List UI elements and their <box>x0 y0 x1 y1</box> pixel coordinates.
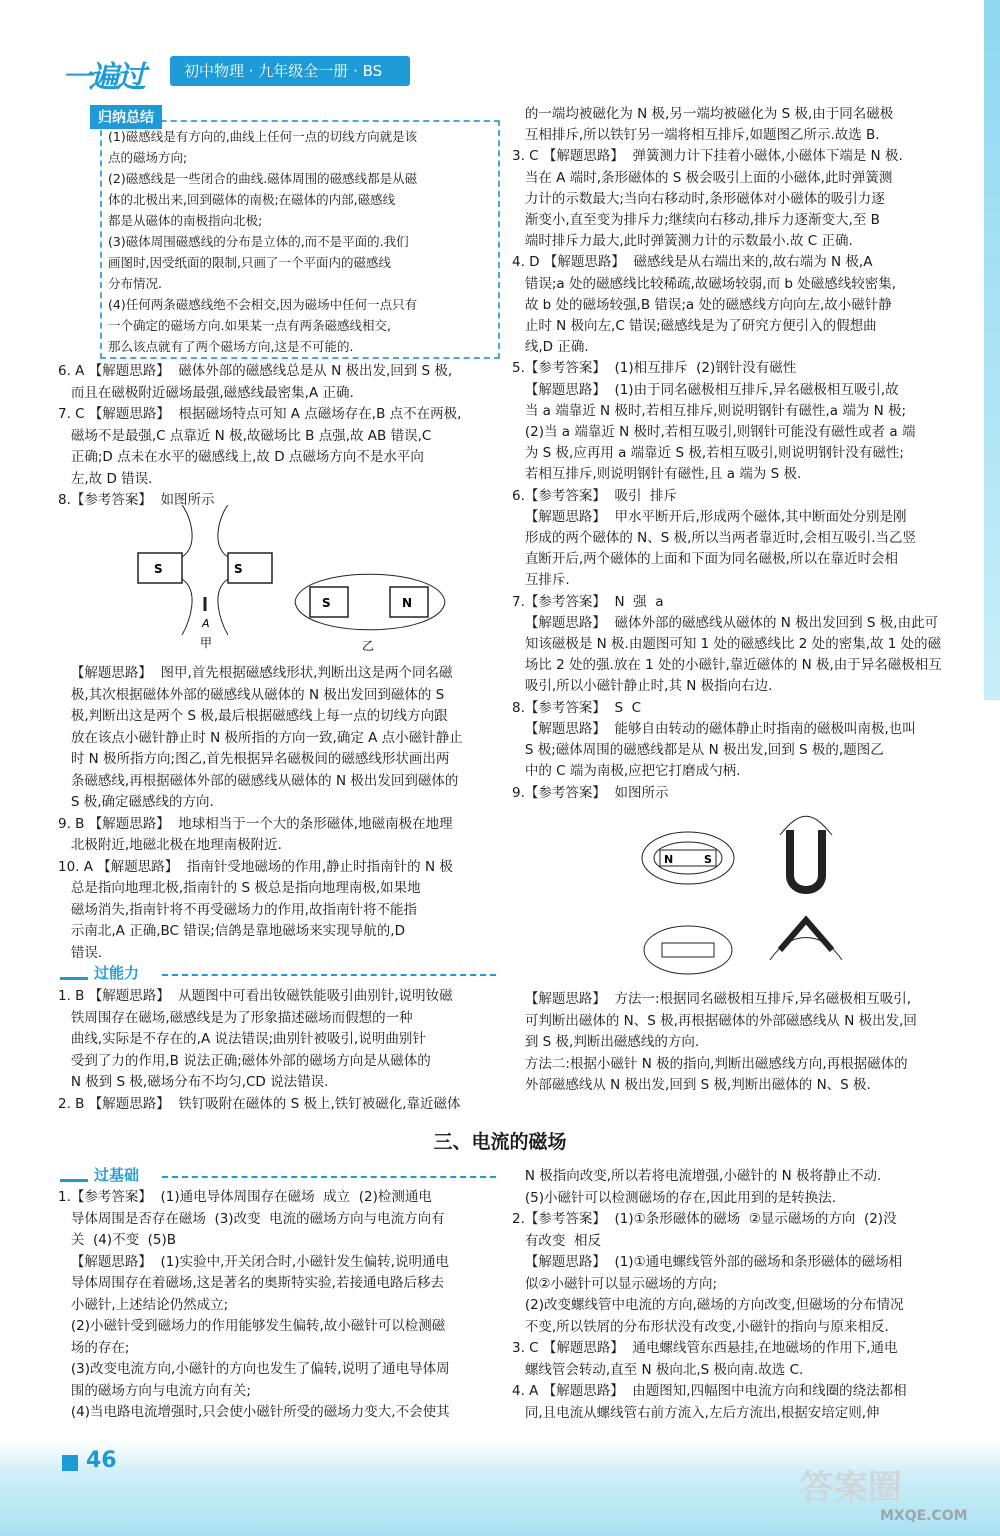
text-line: (2)小磁针受到磁场力的作用能够发生偏转,故小磁针可以检测磁 <box>58 1318 446 1334</box>
text-line: 4. D 【解题思路】 磁感线是从右端出来的,故右端为 N 极,A <box>512 254 873 271</box>
text-line: (5)小磁针可以检测磁场的存在,因此用到的是转换法. <box>512 1189 837 1206</box>
text-line: 为 S 极,应再用 a 端靠近 S 极,若相互吸引,则说明钢针没有磁性; <box>512 445 904 462</box>
text-line: 外部磁感线从 N 极出发,回到 S 极,判断出磁体的 N、S 极. <box>512 1077 871 1093</box>
text-line: 有改变 相反 <box>512 1232 601 1249</box>
text-line: 的一端均被磁化为 N 极,另一端均被磁化为 S 极,由于同名磁极 <box>512 106 894 122</box>
section-title: 过能力 <box>94 964 140 982</box>
bar-magnet <box>662 943 714 957</box>
text-line: 受到了力的作用,B 说法正确;磁体外部的磁场方向是从磁体的 <box>58 1052 431 1069</box>
field-line <box>182 579 192 635</box>
u-magnet <box>790 830 822 890</box>
text-line: 2. B 【解题思路】 铁钉吸附在磁体的 S 极上,铁钉被磁化,靠近磁体 <box>58 1095 461 1112</box>
text-line: 直断开后,两个磁体的上面和下面为同名磁极,所以在靠近时会相 <box>512 551 898 568</box>
text-line: 【解题思路】 方法一:根据同名磁极相互排斥,异名磁极相互吸引, <box>512 991 912 1007</box>
text-line: (3)改变电流方向,小磁针的方向也发生了偏转,说明了通电导体周 <box>58 1361 450 1377</box>
text-line: 【解题思路】 图甲,首先根据磁感线形状,判断出这是两个同名磁 <box>58 665 453 681</box>
page-number: 46 <box>86 1448 117 1473</box>
answers-left-d <box>58 1187 450 1424</box>
text-line: (3)磁体周围磁感线的分布是立体的,而不是平面的.我们 <box>108 234 409 249</box>
text-line: 而且在磁极附近磁场最强,磁感线最密集,A 正确. <box>58 384 354 401</box>
text-line: S 极,确定磁感线的方向. <box>58 794 214 810</box>
answers-right-c <box>512 1166 907 1424</box>
text-line: N 极指向改变,所以若将电流增强,小磁针的 N 极将静止不动. <box>512 1168 882 1184</box>
text-line: 磁场不是最强,C 点靠近 N 极,故磁场比 B 点强,故 AB 错误,C <box>58 427 432 444</box>
answers-left-b <box>58 663 463 964</box>
chapter-title: 三、电流的磁场 <box>433 1131 567 1153</box>
text-line: 【解题思路】 磁体外部的磁感线从磁体的 N 极出发回到 S 极,由此可 <box>512 614 939 631</box>
section-header-guoji <box>60 1164 139 1185</box>
text-line: 1. B 【解题思路】 从题图中可看出钕磁铁能吸引曲别针,说明钕磁 <box>58 988 453 1004</box>
subject-banner: 初中物理 · 九年级全一册 · BS <box>170 56 410 86</box>
text-line: 铁周围存在磁场,磁感线是为了形象描述磁场而假想的一种 <box>58 1009 413 1026</box>
text-line: 吸引,所以小磁针静止时,其 N 极指向右边. <box>512 678 773 695</box>
text-line: 都是从磁体的南极指向北极; <box>108 213 263 228</box>
text-line: 点的磁场方向; <box>108 150 188 165</box>
field-line <box>182 505 192 557</box>
text-line: 方法二:根据小磁针 N 极的指向,判断出磁感线方向,再根据磁体的 <box>512 1055 908 1072</box>
fig8-label-n3: N <box>402 596 413 610</box>
text-line: 当 a 端靠近 N 极时,若相互排斥,则说明钢针有磁性,a 端为 N 极; <box>512 402 907 419</box>
text-line: 力计的示数最大;当向右移动时,条形磁体对小磁体的吸引力逐 <box>512 190 885 207</box>
answers-left-c <box>58 986 461 1115</box>
text-line: 示南北,A 正确,BC 错误;信鸽是靠地磁场来实现导航的,D <box>58 923 405 939</box>
text-line: (1)磁感线是有方向的,曲线上任何一点的切线方向就是该 <box>108 129 418 144</box>
text-line: 中的 C 端为南极,应把它打磨成勺柄. <box>512 763 741 780</box>
fig8-label-s1: S <box>154 562 163 576</box>
text-line: (2)当 a 端靠近 N 极时,若相互吸引,则钢针可能没有磁性或者 a 端 <box>512 424 916 441</box>
text-line: 同,且电流从螺线管右前方流入,左后方流出,根据安培定则,伸 <box>512 1404 880 1421</box>
text-line: 当在 A 端时,条形磁体的 S 极会吸引上面的小磁体,此时弹簧测 <box>512 169 893 186</box>
text-line: 渐变小,直至变为排斥力;继续向右移动,排斥力逐渐变大,至 B <box>512 212 880 229</box>
text-line: 若相互排斥,则说明钢针有磁性,且 a 端为 S 极. <box>512 466 802 483</box>
text-line: 似②小磁针可以显示磁场的方向; <box>512 1275 718 1292</box>
text-line: 关 (4)不变 (5)B <box>58 1232 177 1248</box>
text-line: 正确;D 点未在水平的磁感线上,故 D 点磁场方向不是水平向 <box>58 449 424 465</box>
text-line: 1.【参考答案】 (1)通电导体周围存在磁场 成立 (2)检测通电 <box>58 1189 432 1205</box>
fig9-label-n: N <box>664 853 674 866</box>
answers-right-b <box>512 989 917 1097</box>
text-line: 不变,所以铁屑的分布形状没有改变,小磁针的指向与原来相反. <box>512 1318 889 1335</box>
text-line: 围的磁场方向与电流方向有关; <box>58 1382 251 1399</box>
text-line: S 极;磁体周围的磁感线都是从 N 极出发,回到 S 极的,题图乙 <box>512 742 884 759</box>
text-line: (2)改变螺线管中电流的方向,磁场的方向改变,但磁场的分布情况 <box>512 1297 904 1313</box>
figure-9 <box>640 800 850 980</box>
text-line: 7.【参考答案】 N 强 a <box>512 593 664 610</box>
text-line: 到 S 极,判断出磁感线的方向. <box>512 1034 700 1050</box>
section-icon <box>60 1169 88 1182</box>
text-line: 极,判断出这是两个 S 极,最后根据磁感线上每一点的切线方向跟 <box>58 708 448 724</box>
field-line <box>295 574 445 602</box>
text-line: 那么该点就有了两个磁场方向,这是不可能的. <box>108 339 354 354</box>
summary-tag: 归纳总结 <box>90 105 162 129</box>
text-line: (4)当电路电流增强时,只会使小磁针所受的磁场力变大,不会使其 <box>58 1404 450 1420</box>
text-line: 6. A 【解题思路】 磁体外部的磁感线总是从 N 极出发,回到 S 极, <box>58 363 453 379</box>
text-line: 止时 N 极向左,C 错误;磁感线是为了研究方便引入的假想曲 <box>512 318 877 335</box>
text-line: (2)磁感线是一些闭合的曲线.磁体周围的磁感线都是从磁 <box>108 171 418 186</box>
section-title: 过基础 <box>94 1166 140 1184</box>
text-line: 9.【参考答案】 如图所示 <box>512 784 669 801</box>
figure-8 <box>130 505 460 655</box>
fig8-label-s3: S <box>322 596 331 610</box>
text-line: 体的北极出来,回到磁体的南极;在磁体的内部,磁感线 <box>108 192 396 207</box>
text-line: 4. A 【解题思路】 由题图知,四幅图中电流方向和线圈的绕法都相 <box>512 1383 907 1399</box>
text-line: 8.【参考答案】 S C <box>512 699 642 716</box>
text-line: 形成的两个磁体的 N、S 极,所以当两者靠近时,会相互吸引.当乙竖 <box>512 530 916 547</box>
answers-left-a <box>58 361 461 512</box>
fig9-label-s: S <box>704 853 712 866</box>
text-line: 放在该点小磁针静止时 N 极所指的方向一致,确定 A 点小磁针静止 <box>58 729 463 746</box>
text-line: 磁场消失,指南针将不再受磁场力的作用,故指南针将不能指 <box>58 901 417 918</box>
text-line: 【解题思路】 能够自由转动的磁体静止时指南的磁极叫南极,也叫 <box>512 720 916 737</box>
watermark-logo: 答案圈 <box>800 1468 902 1508</box>
section-divider <box>162 1176 496 1178</box>
fig8-label-s2: S <box>234 562 243 576</box>
text-line: 2.【参考答案】 (1)①条形磁体的磁场 ②显示磁场的方向 (2)没 <box>512 1211 897 1227</box>
text-line: 3. C 【解题思路】 通电螺线管东西悬挂,在地磁场的作用下,通电 <box>512 1340 898 1356</box>
text-line: 知该磁极是 N 极.由题图可知 1 处的磁感线比 2 处的密集,故 1 处的磁 <box>512 636 942 653</box>
text-line: 导体周围存在着磁场,这是著名的奥斯特实验,若接通电路后移去 <box>58 1275 444 1291</box>
text-line: 时 N 极所指方向;图乙,首先根据异名磁极间的磁感线形状画出两 <box>58 751 450 767</box>
field-line <box>218 505 228 557</box>
text-line: 总是指向地理北极,指南针的 S 极总是指向地理南极,如果地 <box>58 880 421 896</box>
text-line: 故 b 处的磁场较强,B 错误;a 处的磁感线方向向左,故小磁针静 <box>512 296 892 313</box>
text-line: 错误. <box>58 944 103 961</box>
text-line: 画图时,因受纸面的限制,只画了一个平面内的磁感线 <box>108 255 391 270</box>
text-line: 【解题思路】 (1)①通电螺线管外部的磁场和条形磁体的磁场相 <box>512 1254 903 1270</box>
text-line: N 极到 S 极,磁场分布不均匀,CD 说法错误. <box>58 1074 329 1090</box>
text-line: 北极附近,地磁北极在地理南极附近. <box>58 837 282 853</box>
side-color-strip <box>984 0 1000 700</box>
text-line: 线,D 正确. <box>512 339 589 356</box>
page-marker-icon <box>62 1455 78 1471</box>
text-line: 场的存在; <box>58 1339 130 1356</box>
text-line: 9. B 【解题思路】 地球相当于一个大的条形磁体,地磁南极在地理 <box>58 815 453 832</box>
section-divider <box>162 974 496 976</box>
watermark-url: MXQE.COM <box>880 1508 968 1524</box>
section-icon <box>60 967 88 980</box>
summary-content <box>108 126 417 357</box>
text-line: 场比 2 处的强.放在 1 处的小磁针,靠近磁体的 N 极,由于异名磁极相互 <box>512 657 942 674</box>
fig8-label-a: A <box>202 617 210 630</box>
text-line: 螺线管会转动,直至 N 极向北,S 极向南.故选 C. <box>512 1361 804 1378</box>
text-line: (4)任何两条磁感线绝不会相交,因为磁场中任何一点只有 <box>108 297 418 312</box>
text-line: 【解题思路】 (1)由于同名磁极相互排斥,异名磁极相互吸引,故 <box>512 381 899 398</box>
answers-right-a <box>512 104 942 804</box>
text-line: 一个确定的磁场方向.如果某一点有两条磁感线相交, <box>108 318 391 333</box>
text-line: 小磁针,上述结论仍然成立; <box>58 1296 229 1313</box>
text-line: 可判断出磁体的 N、S 极,再根据磁体的外部磁感线从 N 极出发,回 <box>512 1012 917 1029</box>
text-line: 【解题思路】 (1)实验中,开关闭合时,小磁针发生偏转,说明通电 <box>58 1253 449 1270</box>
text-line: 8.【参考答案】 如图所示 <box>58 492 215 508</box>
text-line: 互相排斥,所以铁钉另一端将相互排斥,如题图乙所示.故选 B. <box>512 127 880 144</box>
text-line: 7. C 【解题思路】 根据磁场特点可知 A 点磁场存在,B 点不在两极, <box>58 406 462 422</box>
text-line: 6.【参考答案】 吸引 排斥 <box>512 487 678 504</box>
text-line: 分布情况. <box>108 276 162 291</box>
text-line: 端时排斥力最大,此时弹簧测力计的示数最小.故 C 正确. <box>512 233 853 250</box>
fig8-label-yi: 乙 <box>362 639 375 653</box>
text-line: 错误;a 处的磁感线比较稀疏,故磁场较弱,而 b 处磁感线较密集, <box>512 275 897 292</box>
fig8-label-jia: 甲 <box>200 636 213 650</box>
brand-logo: 一遍过 <box>62 60 143 95</box>
text-line: 极,其次根据磁体外部的磁感线从磁体的 N 极出发回到磁体的 S <box>58 686 445 703</box>
v-magnet <box>780 920 832 950</box>
field-line <box>218 579 228 635</box>
text-line: 导体周围是否存在磁场 (3)改变 电流的磁场方向与电流方向有 <box>58 1210 445 1227</box>
text-line: 5.【参考答案】 (1)相互排斥 (2)钢针没有磁性 <box>512 360 797 377</box>
text-line: 条磁感线,再根据磁体外部的磁感线从磁体的 N 极出发回到磁体的 <box>58 772 459 789</box>
section-header-guoneng <box>60 962 139 983</box>
text-line: 【解题思路】 甲水平断开后,形成两个磁体,其中断面处分别是刚 <box>512 508 907 525</box>
text-line: 10. A 【解题思路】 指南针受地磁场的作用,静止时指南针的 N 极 <box>58 858 453 875</box>
text-line: 左,故 D 错误. <box>58 470 153 487</box>
text-line: 曲线,实际是不存在的,A 说法错误;曲别针被吸引,说明曲别针 <box>58 1031 426 1047</box>
field-line <box>295 602 445 630</box>
text-line: 互排斥. <box>512 572 570 589</box>
text-line: 3. C 【解题思路】 弹簧测力计下挂着小磁体,小磁体下端是 N 极. <box>512 148 903 165</box>
